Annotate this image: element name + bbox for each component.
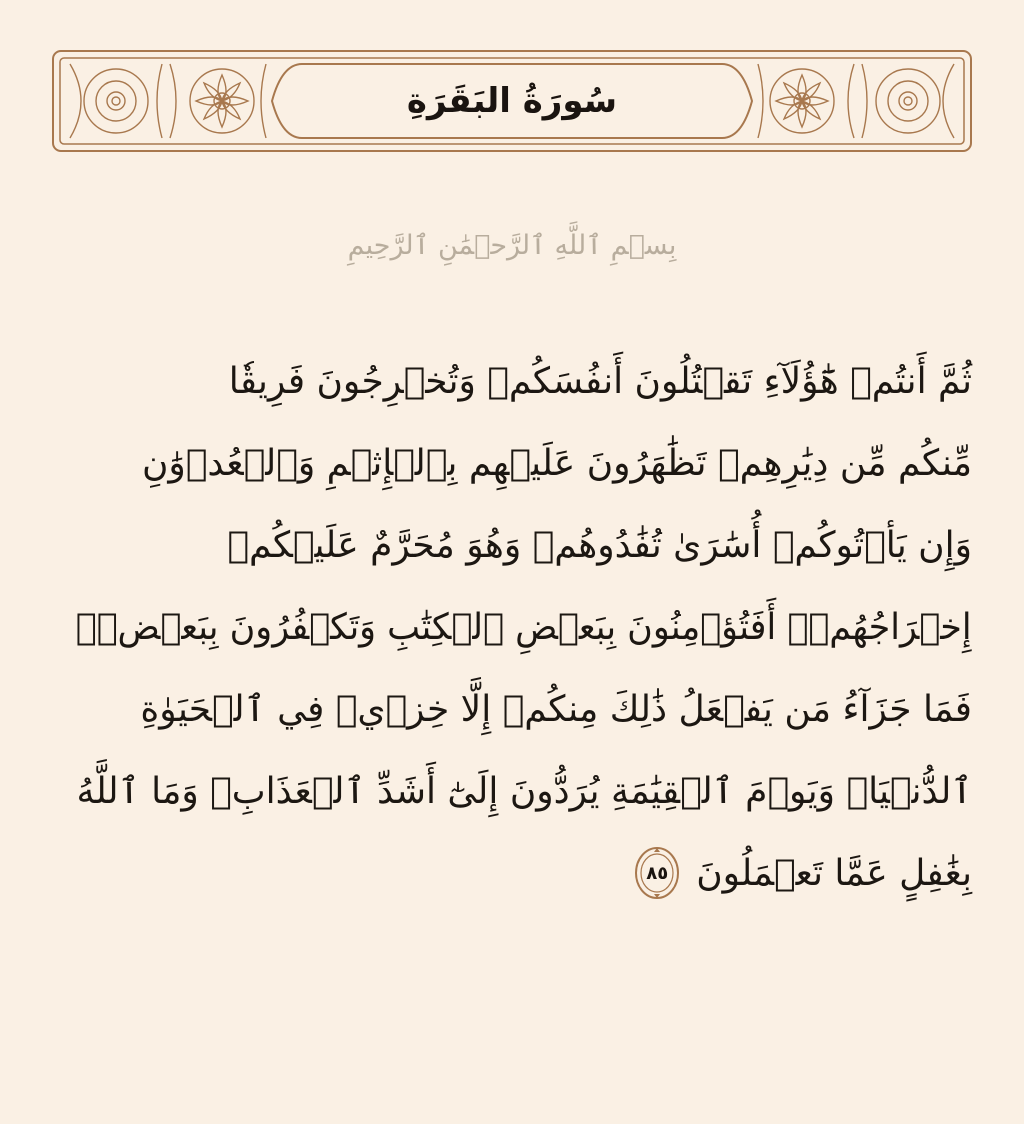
ayah-number: ٨٥: [646, 862, 669, 884]
verse-line-5: [76, 668, 972, 750]
verse-text: [76, 340, 972, 914]
verse-line-1: [76, 340, 972, 422]
verse-line-6: [76, 750, 972, 832]
verse-line-text: وَإِن يَأۡتُوكُمۡ أُسَٰرَىٰ تُفَٰدُوهُمۡ وَهُوَ مُحَرَّمٌ عَلَيۡكُمۡ: [227, 524, 972, 566]
verse-line-text: فَمَا جَزَآءُ مَن يَفۡعَلُ ذَٰلِكَ مِنكُمۡ إِلَّا خِزۡيٞ فِي ٱلۡحَيَوٰةِ: [140, 688, 972, 730]
verse-line-3: [76, 504, 972, 586]
verse-line-7: [76, 832, 972, 914]
basmala: بِسۡمِ ٱللَّهِ ٱلرَّحۡمَٰنِ ٱلرَّحِيمِ: [347, 229, 677, 261]
verse-line-2: [76, 422, 972, 504]
verse-line-text: إِخۡرَاجُهُمۡۚ أَفَتُؤۡمِنُونَ بِبَعۡضِ ٱلۡكِتَٰبِ وَتَكۡفُرُونَ بِبَعۡضٖۚ: [76, 606, 972, 648]
ayah-end-marker: [634, 846, 680, 900]
verse-line-text: ٱلدُّنۡيَاۖ وَيَوۡمَ ٱلۡقِيَٰمَةِ يُرَدُّونَ إِلَىٰٓ أَشَدِّ ٱلۡعَذَابِۗ وَمَا ٱللَّهُ: [76, 770, 972, 812]
verse-line-text: مِّنكُم مِّن دِيَٰرِهِمۡ تَظَٰهَرُونَ عَلَيۡهِم بِٱلۡإِثۡمِ وَٱلۡعُدۡوَٰنِ: [141, 442, 972, 484]
surah-title: سُورَةُ البَقَرَةِ: [406, 81, 618, 121]
verse-line-4: [76, 586, 972, 668]
surah-header: [52, 50, 972, 152]
verse-line-text: بِغَٰفِلٍ عَمَّا تَعۡمَلُونَ: [696, 852, 972, 894]
verse-line-text: ثُمَّ أَنتُمۡ هَٰٓؤُلَآءِ تَقۡتُلُونَ أَنفُسَكُمۡ وَتُخۡرِجُونَ فَرِيقٗا: [228, 360, 972, 402]
